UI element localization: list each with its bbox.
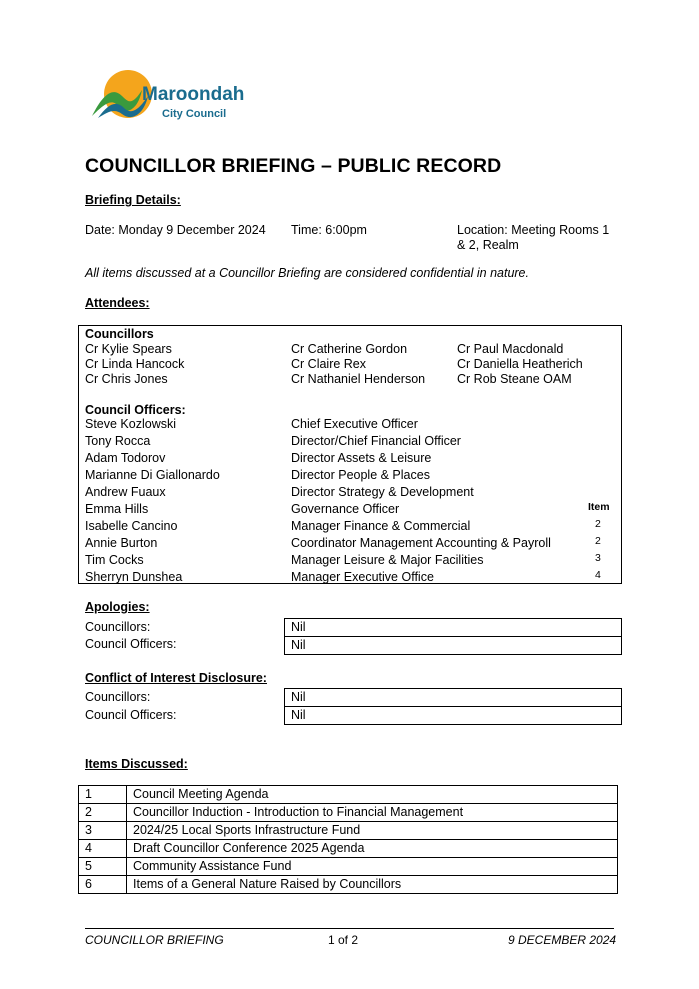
officer-row — [85, 417, 615, 434]
footer-left: COUNCILLOR BRIEFING — [85, 933, 224, 947]
officer-row — [85, 570, 615, 587]
item-text: Items of a General Nature Raised by Councillors — [127, 876, 618, 894]
briefing-date: Date: Monday 9 December 2024 — [85, 223, 266, 237]
officers-list — [85, 417, 615, 587]
officer-role: Director/Chief Financial Officer — [291, 434, 461, 448]
item-column-header: Item — [588, 501, 610, 513]
item-text: Draft Councillor Conference 2025 Agenda — [127, 840, 618, 858]
briefing-location-line1: Location: Meeting Rooms 1 — [457, 223, 610, 237]
item-text: 2024/25 Local Sports Infrastructure Fund — [127, 822, 618, 840]
officer-item: 2 — [595, 518, 601, 530]
footer-divider — [85, 928, 614, 929]
officer-row — [85, 434, 615, 451]
conflict-officers-value: Nil — [285, 707, 622, 725]
officer-role: Manager Finance & Commercial — [291, 519, 471, 533]
officer-name: Adam Todorov — [85, 451, 166, 465]
item-number: 3 — [79, 822, 127, 840]
officer-role: Manager Executive Office — [291, 570, 434, 584]
councillor-name: Cr Chris Jones — [85, 372, 168, 386]
councillors-column-1 — [85, 342, 184, 387]
briefing-location-line2: & 2, Realm — [457, 238, 519, 252]
item-row — [79, 786, 618, 804]
page-title: COUNCILLOR BRIEFING – PUBLIC RECORD — [85, 155, 502, 177]
officer-row — [85, 451, 615, 468]
conflict-table — [284, 688, 622, 725]
officer-row — [85, 536, 615, 553]
councillor-name: Cr Kylie Spears — [85, 342, 172, 356]
item-row — [79, 876, 618, 894]
officer-role: Director Strategy & Development — [291, 485, 474, 499]
briefing-details-heading: Briefing Details: — [85, 193, 181, 207]
apologies-heading: Apologies: — [85, 600, 150, 614]
officer-name: Annie Burton — [85, 536, 158, 550]
item-row — [79, 858, 618, 876]
footer-page-number: 1 of 2 — [328, 933, 359, 947]
councillor-name: Cr Nathaniel Henderson — [291, 372, 426, 386]
officer-row — [85, 519, 615, 536]
officer-item: 4 — [595, 569, 601, 581]
officer-row — [85, 502, 615, 519]
apologies-table — [284, 618, 622, 655]
logo-subtext: City Council — [162, 108, 227, 120]
council-logo — [88, 66, 248, 130]
item-row — [79, 822, 618, 840]
officer-item: 3 — [595, 552, 601, 564]
councillor-name: Cr Catherine Gordon — [291, 342, 408, 356]
councillor-name: Cr Paul Macdonald — [457, 342, 564, 356]
conflict-officers-label: Council Officers: — [85, 708, 177, 722]
officer-role: Manager Leisure & Major Facilities — [291, 553, 484, 567]
officer-name: Andrew Fuaux — [85, 485, 166, 499]
officer-item: 2 — [595, 535, 601, 547]
officer-name: Tim Cocks — [85, 553, 144, 567]
councillors-heading: Councillors — [85, 327, 154, 341]
councillor-name: Cr Claire Rex — [291, 357, 367, 371]
item-number: 4 — [79, 840, 127, 858]
officer-role: Director People & Places — [291, 468, 430, 482]
officer-role: Director Assets & Leisure — [291, 451, 432, 465]
officer-row — [85, 553, 615, 570]
officers-heading: Council Officers: — [85, 403, 186, 417]
item-text: Councillor Induction - Introduction to Financial Management — [127, 804, 618, 822]
logo-text: Maroondah — [142, 84, 245, 105]
councillors-column-3 — [457, 342, 583, 387]
councillor-name: Cr Rob Steane OAM — [457, 372, 572, 386]
officer-name: Tony Rocca — [85, 434, 151, 448]
councillors-column-2 — [291, 342, 425, 387]
officer-row — [85, 485, 615, 502]
item-row — [79, 804, 618, 822]
officer-name: Sherryn Dunshea — [85, 570, 183, 584]
item-row — [79, 840, 618, 858]
items-discussed-table — [78, 785, 618, 894]
officer-name: Steve Kozlowski — [85, 417, 177, 431]
apologies-councillors-value: Nil — [285, 619, 622, 637]
items-discussed-heading: Items Discussed: — [85, 757, 188, 771]
apologies-officers-label: Council Officers: — [85, 637, 177, 651]
apologies-councillors-label: Councillors: — [85, 620, 151, 634]
councillor-name: Cr Daniella Heatherich — [457, 357, 583, 371]
conflict-heading: Conflict of Interest Disclosure: — [85, 671, 267, 685]
item-text: Council Meeting Agenda — [127, 786, 618, 804]
confidential-note: All items discussed at a Councillor Briefing are considered confidential in nature. — [85, 266, 529, 280]
item-number: 2 — [79, 804, 127, 822]
officer-role: Governance Officer — [291, 502, 400, 516]
attendees-heading: Attendees: — [85, 296, 150, 310]
officer-name: Marianne Di Giallonardo — [85, 468, 220, 482]
conflict-councillors-value: Nil — [285, 689, 622, 707]
officer-role: Coordinator Management Accounting & Payroll — [291, 536, 551, 550]
councillor-name: Cr Linda Hancock — [85, 357, 185, 371]
officer-name: Emma Hills — [85, 502, 149, 516]
officer-role: Chief Executive Officer — [291, 417, 418, 431]
item-number: 5 — [79, 858, 127, 876]
item-number: 1 — [79, 786, 127, 804]
officer-name: Isabelle Cancino — [85, 519, 178, 533]
conflict-councillors-label: Councillors: — [85, 690, 151, 704]
footer-right: 9 DECEMBER 2024 — [508, 933, 617, 947]
briefing-time: Time: 6:00pm — [291, 223, 367, 237]
item-number: 6 — [79, 876, 127, 894]
item-text: Community Assistance Fund — [127, 858, 618, 876]
officer-row — [85, 468, 615, 485]
apologies-officers-value: Nil — [285, 637, 622, 655]
